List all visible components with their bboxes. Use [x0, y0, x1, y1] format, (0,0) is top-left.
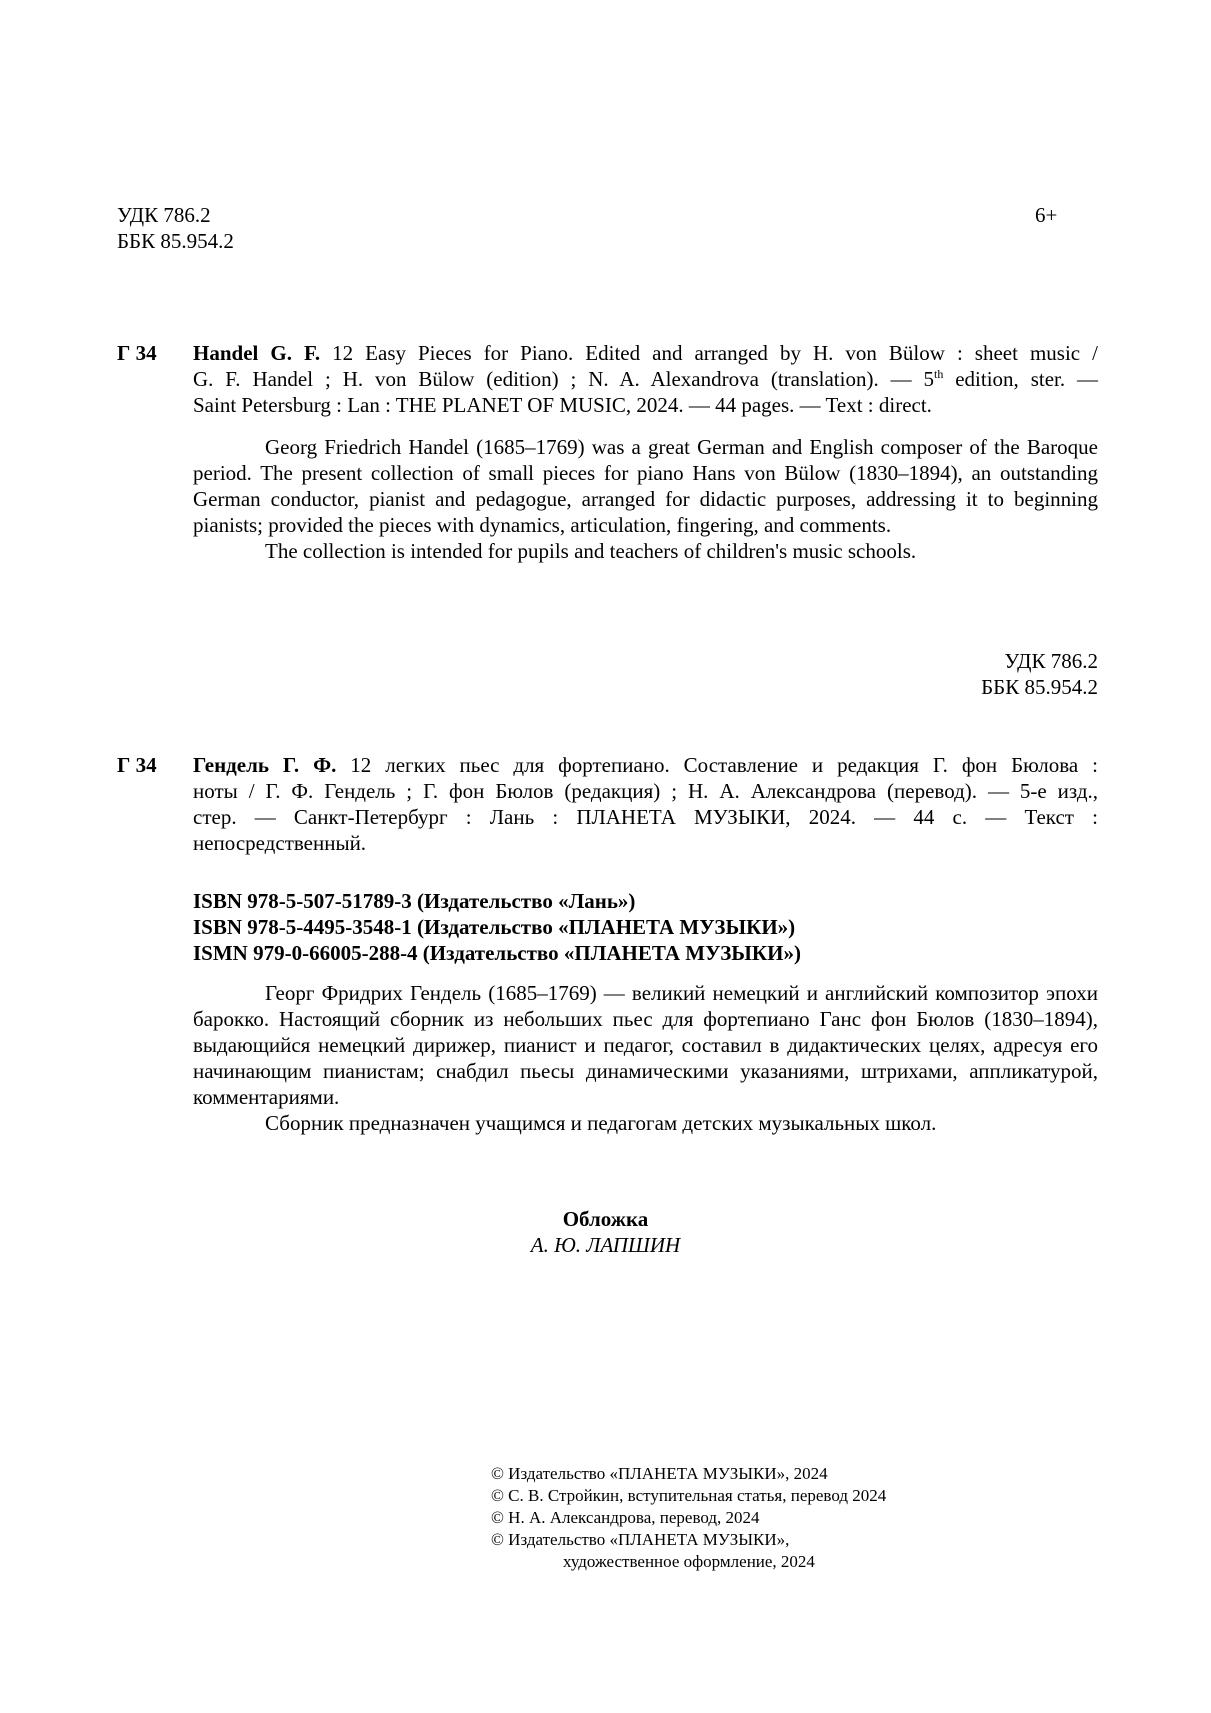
english-abstract-paragraph-1: Georg Friedrich Handel (1685–1769) was a great German and English composer of the Baroque period. The present collection of small pieces for piano Hans von Bülow (1830–1894), an outstanding German conductor, pianist and pedagogue, arranged for didactic purposes, addressing it to beginning pianists; provided the pieces with dynamics, articulation, fingering, and comments. [193, 435, 1098, 537]
russian-title: 12 легких пьес для фортепиано. Составление и редакция Г. фон Бюлова : [336, 753, 1099, 777]
russian-record-line-4: непосредственный. [193, 831, 367, 855]
isbn-lan: ISBN 978-5-507-51789-3 (Издательство «Лань») [193, 889, 636, 913]
russian-bibliographic-record [193, 752, 1098, 856]
russian-author: Гендель Г. Ф. [193, 753, 337, 777]
english-responsibility: G. F. Handel ; H. von Bülow (edition) ; N. A. Alexandrova (translation). — 5 [193, 367, 934, 391]
copyright-line-2: © С. В. Стройкин, вступительная статья, перевод 2024 [491, 1486, 887, 1505]
english-author-mark: Г 34 [117, 341, 157, 365]
russian-abstract-paragraph-2: Сборник предназначен учащимся и педагогам детских музыкальных школ. [265, 1111, 937, 1135]
top-udk-code: УДК 786.2 [117, 203, 211, 227]
copyright-block [491, 1463, 886, 1573]
english-abstract [193, 434, 1098, 564]
copyright-line-3: © Н. А. Александрова, перевод, 2024 [491, 1508, 760, 1527]
mid-bbk-code: ББК 85.954.2 [981, 675, 1098, 699]
english-publication-line: Saint Petersburg : Lan : THE PLANET OF MUSIC, 2024. — 44 pages. — Text : direct. [193, 393, 932, 417]
russian-abstract-paragraph-1: Георг Фридрих Гендель (1685–1769) — великий немецкий и английский композитор эпохи барокко. Настоящий сборник из небольших пьес для фортепиано Ганс фон Бюлов (1830–1894), выдающийся немецкий дирижер, пианист и педагог, составил в дидактических целях, адресуя его начинающим пианистам; снабдил пьесы динамическими указаниями, штрихами, аппликатурой, комментариями. [193, 981, 1098, 1109]
mid-udk-code: УДК 786.2 [1004, 649, 1098, 673]
russian-abstract [193, 980, 1098, 1136]
english-record-line-2 [193, 366, 1098, 392]
top-classification [117, 202, 234, 254]
english-title: 12 Easy Pieces for Piano. Edited and arranged by H. von Bülow : sheet music / [320, 341, 1098, 365]
isbn-block [193, 888, 801, 966]
edition-ordinal-suffix: th [934, 367, 944, 381]
english-abstract-paragraph-2: The collection is intended for pupils and teachers of children's music schools. [265, 539, 917, 563]
copyright-line-4: © Издательство «ПЛАНЕТА МУЗЫКИ», [491, 1530, 790, 1549]
russian-record-line-1 [193, 752, 1098, 778]
english-edition: edition, ster. — [943, 367, 1098, 391]
english-record-line-1 [193, 340, 1098, 366]
age-rating: 6+ [1035, 203, 1058, 227]
russian-record-line-3: стер. — Санкт-Петербург : Лань : ПЛАНЕТА МУЗЫКИ, 2024. — 44 с. — Текст : [193, 805, 1098, 829]
copyright-line-5: художественное оформление, 2024 [563, 1552, 815, 1571]
cover-artist: А. Ю. ЛАПШИН [530, 1233, 681, 1257]
isbn-planet-of-music: ISBN 978-5-4495-3548-1 (Издательство «ПЛАНЕТА МУЗЫКИ») [193, 915, 796, 939]
copyright-line-1: © Издательство «ПЛАНЕТА МУЗЫКИ», 2024 [491, 1464, 828, 1483]
english-author: Handel G. F. [193, 341, 321, 365]
english-bibliographic-record [193, 340, 1098, 418]
ismn-planet-of-music: ISMN 979-0-66005-288-4 (Издательство «ПЛАНЕТА МУЗЫКИ») [193, 941, 801, 965]
cover-credit [0, 1206, 1211, 1258]
russian-author-mark: Г 34 [117, 753, 157, 777]
cover-label: Обложка [562, 1207, 649, 1231]
russian-record-line-2: ноты / Г. Ф. Гендель ; Г. фон Бюлов (редакция) ; Н. А. Александрова (перевод). — 5-е изд., [193, 779, 1098, 803]
top-bbk-code: ББК 85.954.2 [117, 229, 234, 253]
mid-classification [981, 648, 1098, 700]
